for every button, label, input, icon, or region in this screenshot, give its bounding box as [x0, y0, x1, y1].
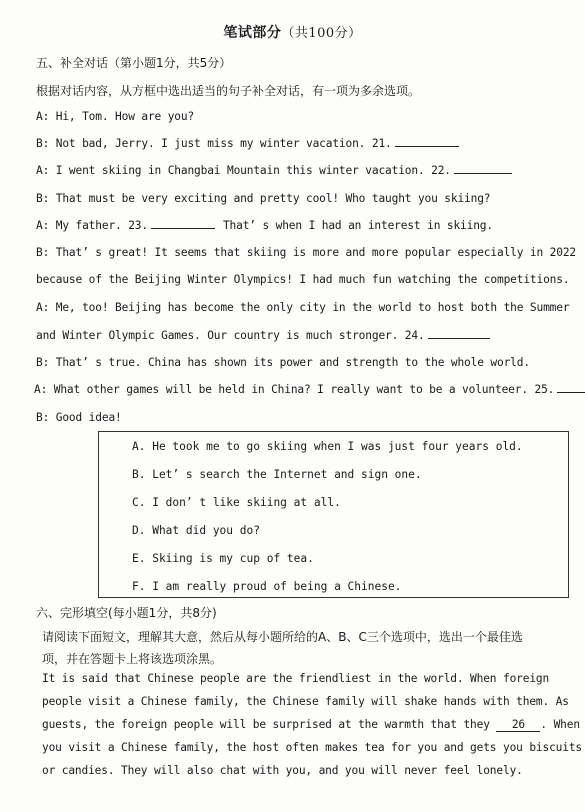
dialogue-text: That’ s when I had an interest in skiing. — [222, 219, 493, 232]
section6-heading: 六、完形填空(每小题1分，共8分) — [36, 606, 217, 620]
answer-blank-21 — [395, 145, 459, 147]
dialogue-text: A: I went skiing in Changbai Mountain this winter vacation. 22. — [36, 164, 451, 177]
option-e: E. Skiing is my cup of tea. — [132, 552, 314, 565]
section6-instruction-1: 请阅读下面短文，理解其大意，然后从每小题所给的A、B、C三个选项中，选出一个最佳选 — [42, 630, 523, 644]
passage-line: people visit a Chinese family, the Chinese family will shake hands with them. As — [42, 695, 569, 708]
passage-text: . When — [540, 718, 580, 731]
section5-heading: 五、补全对话（第小题1分，共5分） — [36, 56, 232, 70]
option-b: B. Let’ s search the Internet and sign one. — [132, 468, 422, 481]
dialogue-line — [36, 164, 512, 177]
dialogue-text: and Winter Olympic Games. Our country is much stronger. 24. — [36, 329, 425, 342]
title-score: （共100分） — [281, 26, 362, 41]
answer-blank-24 — [428, 337, 490, 339]
answer-blank-23 — [151, 227, 215, 229]
options-box — [98, 431, 569, 598]
option-d: D. What did you do? — [132, 524, 260, 537]
dialogue-line: B: That’ s true. China has shown its power and strength to the whole world. — [36, 356, 530, 369]
cloze-blank-26: 26 — [496, 718, 540, 732]
dialogue-line — [34, 383, 585, 396]
dialogue-line — [36, 219, 493, 232]
dialogue-line: B: Good idea! — [36, 411, 122, 424]
answer-blank-25 — [557, 391, 585, 393]
passage-line: or candies. They will also chat with you, and you will never feel lonely. — [42, 764, 523, 777]
option-a: A. He took me to go skiing when I was just four years old. — [132, 440, 523, 453]
passage-line: It is said that Chinese people are the friendliest in the world. When foreign — [42, 672, 550, 685]
dialogue-line: A: Me, too! Beijing has become the only city in the world to host both the Summer — [36, 301, 570, 314]
dialogue-text: A: My father. 23. — [36, 219, 148, 232]
dialogue-line: B: That’ s great! It seems that skiing is more and more popular especially in 2022 — [36, 246, 577, 259]
dialogue-text: B: Not bad, Jerry. I just miss my winter vacation. 21. — [36, 137, 392, 150]
passage-text: guests, the foreign people will be surprised at the warmth that they — [42, 718, 490, 731]
answer-blank-22 — [454, 172, 512, 174]
dialogue-text: A: What other games will be held in China? I really want to be a volunteer. 25. — [34, 383, 555, 396]
dialogue-line — [36, 137, 459, 150]
passage-line — [42, 718, 580, 732]
title-text: 笔试部分 — [223, 25, 282, 41]
dialogue-line: A: Hi, Tom. How are you? — [36, 110, 195, 123]
section5-instruction: 根据对话内容，从方框中选出适当的句子补全对话，有一项为多余选项。 — [36, 84, 421, 98]
dialogue-line: because of the Beijing Winter Olympics! I had much fun watching the competitions. — [36, 273, 570, 286]
option-f: F. I am really proud of being a Chinese. — [132, 580, 402, 593]
passage-line: you visit a Chinese family, the host often makes tea for you and gets you biscuits — [42, 741, 583, 754]
section6-instruction-2: 项，并在答题卡上将该选项涂黑。 — [42, 652, 223, 666]
page-title — [0, 22, 585, 42]
option-c: C. I don’ t like skiing at all. — [132, 496, 341, 509]
dialogue-line: B: That must be very exciting and pretty cool! Who taught you skiing? — [36, 192, 491, 205]
dialogue-line — [36, 329, 490, 342]
